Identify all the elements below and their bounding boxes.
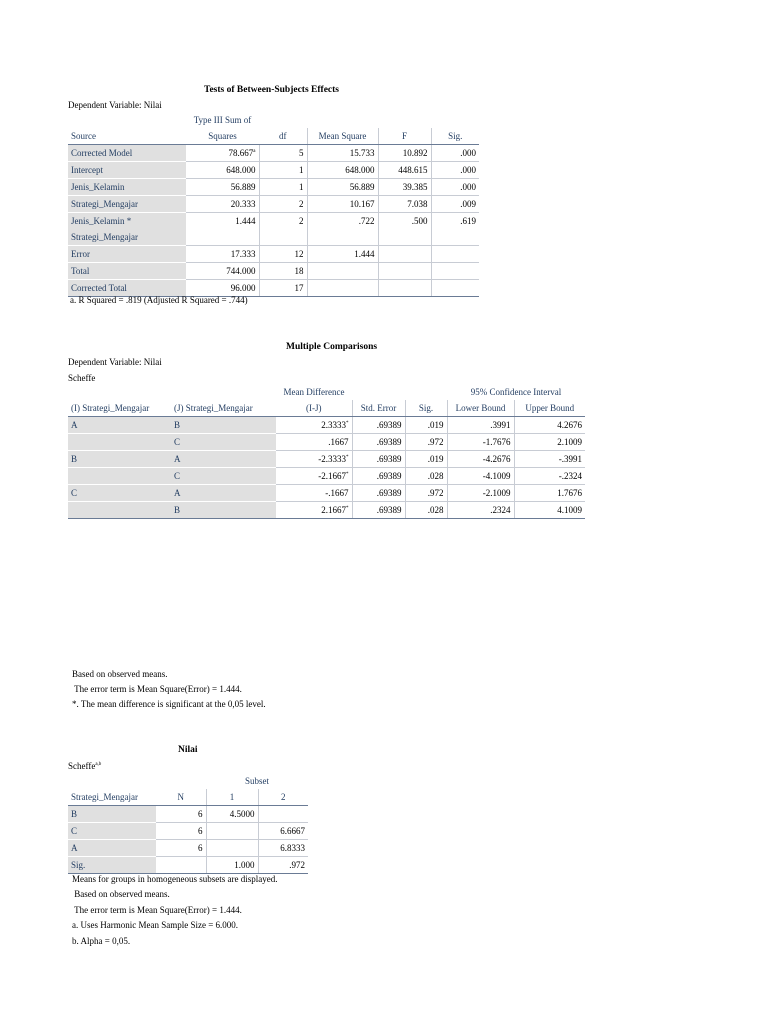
table-row — [68, 196, 479, 213]
cell-ss: 17.333 — [186, 246, 259, 263]
cell-sig: .028 — [405, 502, 447, 519]
cell-lower-bound: -1.7676 — [447, 434, 514, 451]
row-strategi: B — [68, 806, 156, 823]
cell-f: .500 — [378, 213, 431, 230]
header-confidence-interval: 95% Confidence Interval — [470, 387, 562, 397]
table-row — [68, 263, 479, 280]
header-mean-difference-line1: Mean Difference — [283, 387, 345, 397]
row-j: C — [171, 468, 276, 485]
header-mean-difference-line2: (I-J) — [276, 400, 352, 417]
table-row — [68, 468, 585, 485]
table-row — [68, 417, 585, 434]
mc-title: Multiple Comparisons — [286, 342, 378, 352]
cell-df: 5 — [259, 145, 307, 162]
row-source: Error — [68, 246, 186, 263]
row-source: Jenis_Kelamin * — [68, 213, 186, 230]
cell-subset-2: .972 — [258, 857, 308, 874]
table-row — [68, 246, 479, 263]
tests-table — [68, 112, 479, 297]
table-row — [68, 179, 479, 196]
header-strategi: Strategi_Mengajar — [68, 789, 156, 806]
cell-ss: 648.000 — [186, 162, 259, 179]
cell-n — [156, 857, 206, 874]
header-std-error: Std. Error — [352, 400, 405, 417]
cell-subset-1: 4.5000 — [206, 806, 258, 823]
header-lower-bound: Lower Bound — [447, 400, 514, 417]
table-row — [68, 857, 308, 874]
cell-f — [378, 280, 431, 297]
tests-title: Tests of Between-Subjects Effects — [204, 85, 339, 95]
cell-std-error: .69389 — [352, 451, 405, 468]
cell-lower-bound: -4.1009 — [447, 468, 514, 485]
hs-note: Means for groups in homogeneous subsets are displayed. — [72, 874, 278, 884]
header-subset-2: 2 — [258, 789, 308, 806]
row-source: Total — [68, 263, 186, 280]
cell-sig: .000 — [431, 162, 479, 179]
cell-sig — [431, 246, 479, 263]
cell-std-error: .69389 — [352, 485, 405, 502]
header-ss-line2: Squares — [186, 128, 259, 145]
cell-df: 1 — [259, 162, 307, 179]
hs-note: Based on observed means. — [72, 889, 170, 899]
row-i: C — [68, 485, 171, 502]
cell-ss: 78.667$^a$ — [186, 145, 259, 162]
header-subset: Subset — [244, 776, 269, 786]
hs-table — [68, 773, 308, 874]
cell-df: 17 — [259, 280, 307, 297]
cell-df: 2 — [259, 196, 307, 213]
header-n: N — [156, 789, 206, 806]
cell-sig: .019 — [405, 451, 447, 468]
header-j: (J) Strategi_Mengajar — [171, 400, 276, 417]
row-source: Strategi_Mengajar — [68, 196, 186, 213]
header-df: df — [259, 128, 307, 145]
cell-mean-difference: -.1667 — [276, 485, 352, 502]
cell-sig — [431, 263, 479, 280]
cell-subset-2: 6.6667 — [258, 823, 308, 840]
cell-n: 6 — [156, 840, 206, 857]
mc-note: *. The mean difference is significant at the 0,05 level. — [72, 699, 266, 709]
cell-ss: 96.000 — [186, 280, 259, 297]
cell-sig — [431, 280, 479, 297]
cell-f: 7.038 — [378, 196, 431, 213]
mc-note: The error term is Mean Square(Error) = 1.444. — [72, 684, 242, 694]
cell-ss: 1.444 — [186, 213, 259, 230]
mc-note: Based on observed means. — [72, 669, 168, 679]
cell-ss: 20.333 — [186, 196, 259, 213]
cell-df: 12 — [259, 246, 307, 263]
header-source: Source — [68, 128, 186, 145]
row-source: Corrected Total — [68, 280, 186, 297]
cell-n: 6 — [156, 823, 206, 840]
header-upper-bound: Upper Bound — [514, 400, 585, 417]
cell-std-error: .69389 — [352, 502, 405, 519]
cell-sig: .009 — [431, 196, 479, 213]
cell-ms: 648.000 — [307, 162, 378, 179]
cell-ms: 15.733 — [307, 145, 378, 162]
cell-sig: .028 — [405, 468, 447, 485]
cell-upper-bound: 4.2676 — [514, 417, 585, 434]
cell-sig: .619 — [460, 216, 476, 226]
row-strategi: Sig. — [68, 857, 156, 874]
table-row — [68, 162, 479, 179]
cell-ms: 56.889 — [307, 179, 378, 196]
cell-upper-bound: -.2324 — [514, 468, 585, 485]
tests-dependent-variable: Dependent Variable: Nilai — [68, 100, 162, 110]
table-row — [68, 145, 479, 162]
cell-subset-1 — [206, 840, 258, 857]
cell-f: 39.385 — [378, 179, 431, 196]
cell-mean-difference: -2.1667* — [276, 468, 352, 485]
cell-sig: .000 — [431, 145, 479, 162]
cell-upper-bound: 2.1009 — [514, 434, 585, 451]
cell-ss: 744.000 — [186, 263, 259, 280]
table-row — [68, 213, 479, 230]
row-source: Jenis_Kelamin — [68, 179, 186, 196]
header-ss-line1: Type III Sum of — [193, 115, 252, 125]
cell-ms: .722 — [307, 213, 378, 230]
cell-f — [378, 263, 431, 280]
header-mean-square: Mean Square — [307, 128, 378, 145]
table-row — [68, 502, 585, 519]
cell-lower-bound: -2.1009 — [447, 485, 514, 502]
cell-subset-1 — [206, 823, 258, 840]
row-source: Corrected Model — [68, 145, 186, 162]
table-row — [68, 280, 479, 297]
cell-subset-2 — [258, 806, 308, 823]
hs-note: b. Alpha = 0,05. — [72, 936, 131, 946]
row-i — [68, 502, 171, 519]
cell-sig: .019 — [405, 417, 447, 434]
cell-std-error: .69389 — [352, 434, 405, 451]
hs-title: Nilai — [178, 745, 198, 755]
row-j: B — [171, 502, 276, 519]
row-i: B — [68, 451, 171, 468]
table-row-continuation — [68, 229, 479, 246]
table-row — [68, 840, 308, 857]
row-i — [68, 468, 171, 485]
row-j: C — [171, 434, 276, 451]
row-source-cont: Strategi_Mengajar — [68, 229, 186, 246]
row-source: Intercept — [68, 162, 186, 179]
cell-mean-difference: 2.1667* — [276, 502, 352, 519]
cell-lower-bound: .3991 — [447, 417, 514, 434]
cell-df: 1 — [259, 179, 307, 196]
hs-method: Scheffe$^{a,b}$ — [68, 761, 102, 771]
cell-lower-bound: -4.2676 — [447, 451, 514, 468]
cell-upper-bound: 4.1009 — [514, 502, 585, 519]
table-row — [68, 806, 308, 823]
cell-upper-bound: -.3991 — [514, 451, 585, 468]
hs-note: The error term is Mean Square(Error) = 1.444. — [72, 905, 242, 915]
cell-lower-bound: .2324 — [447, 502, 514, 519]
header-f: F — [378, 128, 431, 145]
cell-n: 6 — [156, 806, 206, 823]
cell-std-error: .69389 — [352, 468, 405, 485]
row-strategi: C — [68, 823, 156, 840]
cell-mean-difference: -2.3333* — [276, 451, 352, 468]
table-row — [68, 485, 585, 502]
cell-df: 18 — [259, 263, 307, 280]
cell-ms: 1.444 — [307, 246, 378, 263]
hs-note: a. Uses Harmonic Mean Sample Size = 6.000. — [72, 920, 239, 930]
cell-f: 448.615 — [378, 162, 431, 179]
cell-ms — [307, 280, 378, 297]
cell-ms: 10.167 — [307, 196, 378, 213]
row-strategi: A — [68, 840, 156, 857]
header-i: (I) Strategi_Mengajar — [68, 400, 171, 417]
header-sig: Sig. — [431, 128, 479, 145]
table-row — [68, 434, 585, 451]
cell-sig: .000 — [431, 179, 479, 196]
cell-sig: .972 — [405, 434, 447, 451]
cell-ms — [307, 263, 378, 280]
mc-table — [68, 384, 585, 519]
cell-subset-2: 6.8333 — [258, 840, 308, 857]
cell-f — [378, 246, 431, 263]
table-row — [68, 823, 308, 840]
row-j: A — [171, 485, 276, 502]
cell-mean-difference: 2.3333* — [276, 417, 352, 434]
tests-footnote: a. R Squared = .819 (Adjusted R Squared = .744) — [70, 295, 248, 305]
cell-mean-difference: .1667 — [276, 434, 352, 451]
row-i: A — [68, 417, 171, 434]
header-subset-1: 1 — [206, 789, 258, 806]
cell-df: 2 — [259, 213, 307, 230]
row-j: A — [171, 451, 276, 468]
header-sig: Sig. — [405, 400, 447, 417]
table-row — [68, 451, 585, 468]
row-i — [68, 434, 171, 451]
cell-sig: .972 — [405, 485, 447, 502]
cell-subset-1: 1.000 — [206, 857, 258, 874]
row-j: B — [171, 417, 276, 434]
cell-f: 10.892 — [378, 145, 431, 162]
mc-dependent-variable: Dependent Variable: Nilai — [68, 357, 162, 367]
mc-method: Scheffe — [68, 373, 96, 383]
cell-ss: 56.889 — [186, 179, 259, 196]
cell-upper-bound: 1.7676 — [514, 485, 585, 502]
cell-std-error: .69389 — [352, 417, 405, 434]
